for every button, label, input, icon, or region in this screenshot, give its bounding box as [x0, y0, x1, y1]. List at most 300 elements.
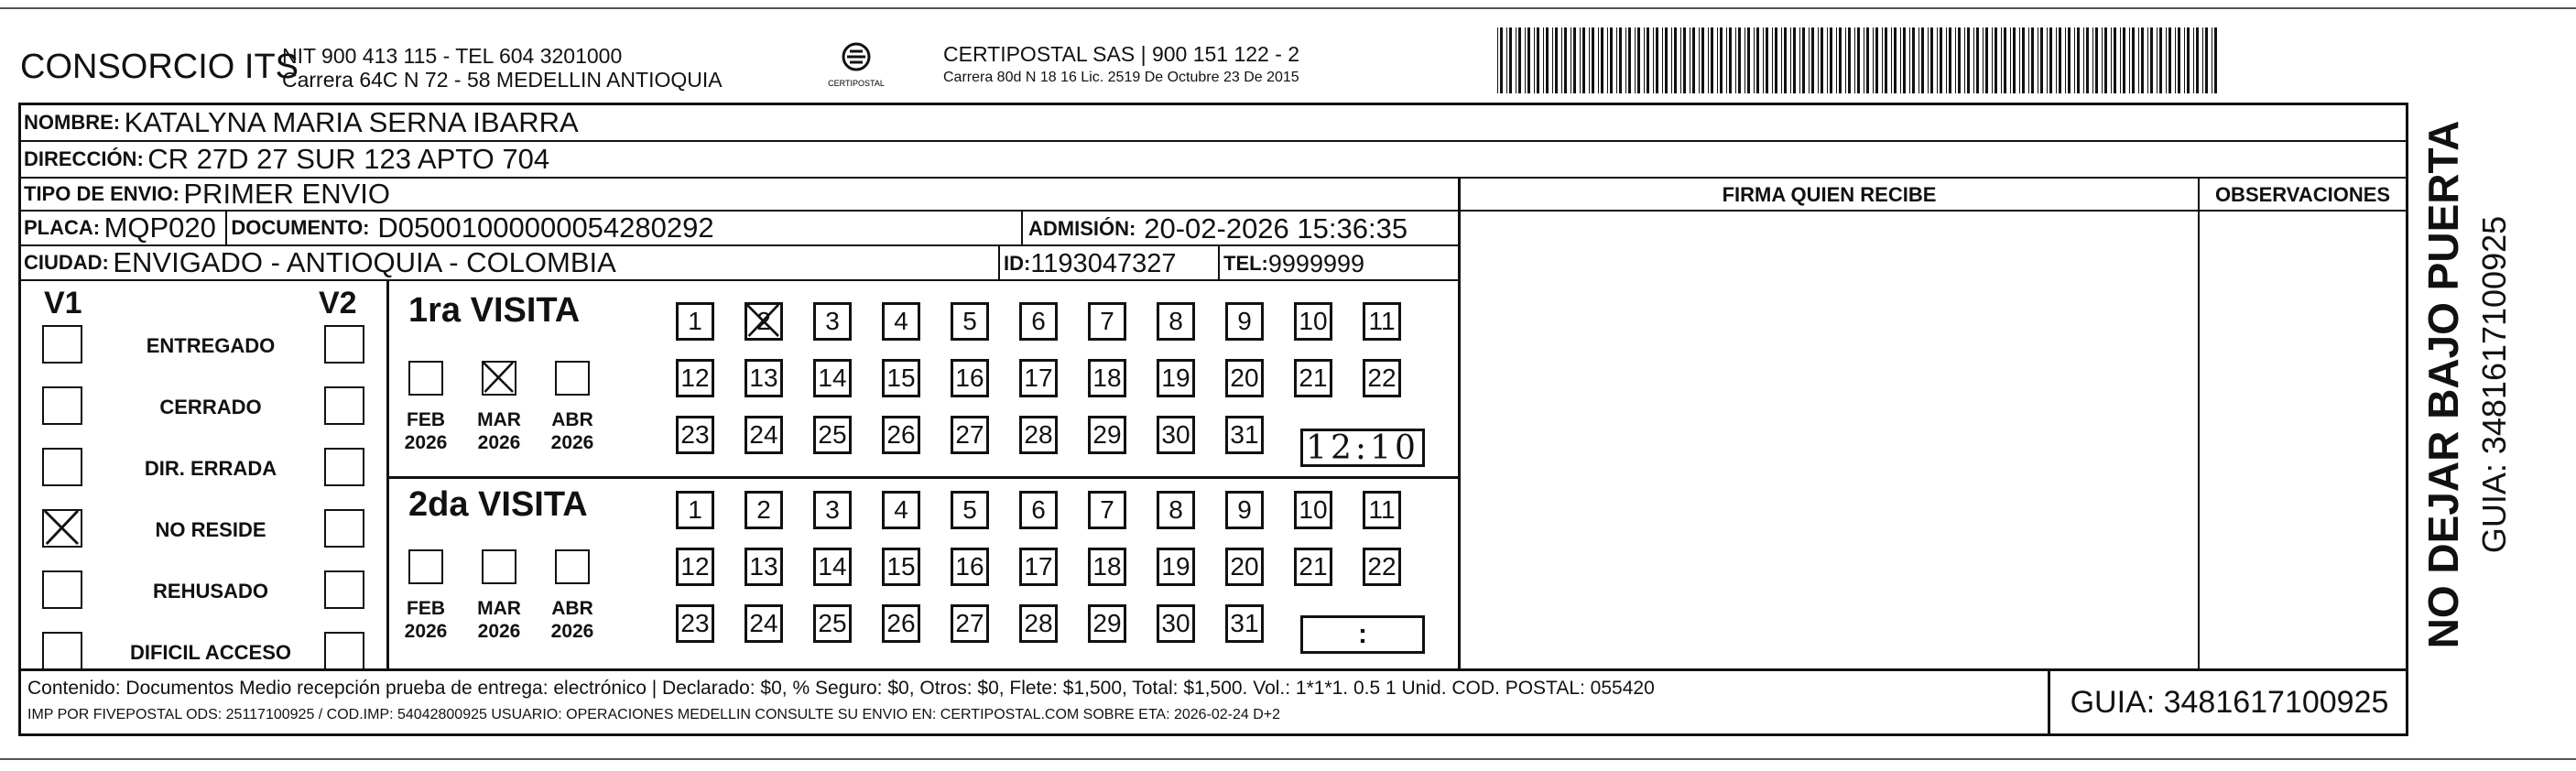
- day-number: 28: [1024, 609, 1053, 637]
- status-label: REHUSADO: [153, 580, 268, 603]
- barcode-bar: [2123, 27, 2125, 93]
- visit1-day-15[interactable]: [882, 359, 920, 397]
- day-number: 7: [1100, 495, 1114, 524]
- barcode-bar: [1781, 27, 1782, 93]
- status-label: NO RESIDE: [155, 518, 266, 541]
- barcode-bar: [1891, 27, 1892, 93]
- barcode-bar: [1836, 27, 1837, 93]
- barcode-bar: [1701, 27, 1704, 93]
- day-number: 15: [886, 552, 916, 581]
- visit2-day-24[interactable]: [745, 604, 783, 643]
- barcode-bar: [2187, 27, 2190, 93]
- visit2-day-29[interactable]: [1088, 604, 1126, 643]
- visit1-month-label: FEB 2026: [404, 409, 448, 453]
- barcode-bar: [1949, 27, 1951, 93]
- barcode-bar: [2157, 27, 2158, 93]
- visit1-day-30[interactable]: [1157, 416, 1195, 454]
- barcode-bar: [2166, 27, 2167, 93]
- barcode-bar: [1790, 27, 1791, 93]
- barcode-bar: [1527, 27, 1530, 93]
- barcode-bar: [1738, 27, 1741, 93]
- barcode-bar: [2132, 27, 2135, 93]
- row-direccion: [20, 142, 2408, 179]
- visit1-day-2[interactable]: [745, 302, 783, 341]
- visit2-time: :: [1358, 619, 1367, 649]
- barcode-bar: [1637, 27, 1640, 93]
- direccion-value: CR 27D 27 SUR 123 APTO 704: [147, 143, 550, 175]
- barcode-bar: [1537, 27, 1539, 93]
- barcode-bar: [1708, 27, 1709, 93]
- visit1-day-24[interactable]: [745, 416, 783, 454]
- barcode-bar: [2068, 27, 2071, 93]
- barcode-bar: [2120, 27, 2121, 93]
- visit2-day-7[interactable]: [1088, 491, 1126, 529]
- ciudad-label: CIUDAD:: [24, 251, 109, 274]
- visit2-month-abr-checkbox[interactable]: [555, 549, 590, 584]
- barcode-bar: [1894, 27, 1897, 93]
- day-number: 9: [1237, 307, 1252, 335]
- day-number: 13: [749, 552, 778, 581]
- visit1-day-27[interactable]: [951, 416, 989, 454]
- barcode-bar: [1775, 27, 1777, 93]
- barcode-bar: [2193, 27, 2194, 93]
- visit2-day-18[interactable]: [1088, 548, 1126, 586]
- barcode-bar: [1754, 27, 1755, 93]
- documento-value: D05001000000054280292: [377, 212, 714, 244]
- visit2-day-16[interactable]: [951, 548, 989, 586]
- day-number: 21: [1299, 364, 1328, 392]
- day-number: 31: [1230, 420, 1259, 449]
- v2-checkbox-6[interactable]: [324, 632, 364, 670]
- barcode-bar: [1497, 27, 1498, 93]
- barcode-bar: [1711, 27, 1713, 93]
- visit2-day-15[interactable]: [882, 548, 920, 586]
- day-number: 1: [688, 307, 702, 335]
- day-number: 11: [1368, 495, 1396, 524]
- barcode-bar: [2040, 27, 2043, 93]
- company-nit-tel: NIT 900 413 115 - TEL 604 3201000: [282, 44, 623, 68]
- visit1-day-18[interactable]: [1088, 359, 1126, 397]
- barcode-bar: [1909, 27, 1910, 93]
- day-number: 23: [680, 609, 710, 637]
- day-number: 29: [1092, 609, 1122, 637]
- barcode-bar: [2031, 27, 2034, 93]
- barcode-bar: [2049, 27, 2052, 93]
- day-number: 22: [1367, 552, 1397, 581]
- v1-checkbox-6[interactable]: [42, 632, 82, 670]
- barcode-bar: [2138, 27, 2139, 93]
- barcode-bar: [1674, 27, 1677, 93]
- day-number: 10: [1299, 495, 1328, 524]
- barcode-bar: [1900, 27, 1901, 93]
- day-number: 6: [1031, 307, 1046, 335]
- courier-name: CERTIPOSTAL SAS | 900 151 122 - 2: [943, 42, 1300, 66]
- barcode-bar: [1573, 27, 1576, 93]
- barcode-bar: [1821, 27, 1823, 93]
- barcode-bar: [1561, 27, 1562, 93]
- barcode-bar: [1799, 27, 1800, 93]
- visit2-day-14[interactable]: [813, 548, 852, 586]
- barcode-bar: [2086, 27, 2089, 93]
- barcode-bar: [1518, 27, 1521, 93]
- barcode-bar: [1912, 27, 1915, 93]
- day-number: 3: [825, 307, 840, 335]
- visit1-month-mar-checkbox[interactable]: [482, 361, 516, 396]
- visit2-day-27[interactable]: [951, 604, 989, 643]
- day-number: 16: [955, 364, 984, 392]
- visit1-day-19[interactable]: [1157, 359, 1195, 397]
- barcode-bar: [1827, 27, 1828, 93]
- side-guia: [2473, 119, 2518, 650]
- barcode-bar: [2074, 27, 2075, 93]
- visit2-day-4[interactable]: [882, 491, 920, 529]
- v2-checkbox-3[interactable]: [324, 448, 364, 486]
- barcode-bar: [1818, 27, 1819, 93]
- v2-label: V2: [319, 286, 357, 320]
- cut-line-top: [0, 7, 2576, 9]
- barcode-bar: [2147, 27, 2148, 93]
- status-label: DIR. ERRADA: [144, 457, 277, 480]
- v2-checkbox-1[interactable]: [324, 325, 364, 364]
- barcode-bar: [1756, 27, 1759, 93]
- barcode-bar: [1994, 27, 1997, 93]
- day-number: 31: [1230, 609, 1259, 637]
- visit2-day-5[interactable]: [951, 491, 989, 529]
- visit1-day-23[interactable]: [676, 416, 714, 454]
- ciudad-value: ENVIGADO - ANTIOQUIA - COLOMBIA: [113, 246, 616, 278]
- barcode-bar: [1662, 27, 1663, 93]
- row-nombre: [20, 105, 2408, 142]
- visit2-day-6[interactable]: [1019, 491, 1058, 529]
- barcode-bar: [1644, 27, 1645, 93]
- day-number: 11: [1368, 307, 1396, 335]
- barcode-bar: [2129, 27, 2130, 93]
- courier-address: Carrera 80d N 18 16 Lic. 2519 De Octubre 23 De 2015: [943, 70, 1299, 85]
- visit1-day-7[interactable]: [1088, 302, 1126, 341]
- status-label: ENTREGADO: [146, 334, 276, 357]
- barcode-bar: [1635, 27, 1636, 93]
- day-number: 24: [749, 420, 778, 449]
- barcode-bar: [1985, 27, 1988, 93]
- admision-label: ADMISIÓN:: [1028, 217, 1136, 240]
- v1-checkbox-3[interactable]: [42, 448, 82, 486]
- barcode-bar: [1589, 27, 1590, 93]
- barcode-bar: [2059, 27, 2061, 93]
- day-number: 17: [1024, 364, 1053, 392]
- barcode-bar: [1946, 27, 1947, 93]
- barcode-bar: [2168, 27, 2171, 93]
- barcode-bar: [1747, 27, 1750, 93]
- visit1-month-label: MAR 2026: [477, 409, 521, 453]
- status-label: CERRADO: [159, 396, 262, 418]
- footer-line2: IMP POR FIVEPOSTAL ODS: 25117100925 / COD.IMP: 54042800925 USUARIO: OPERACIONES MEDELLIN CONSULTE SU ENVIO EN: CERTIPOSTAL.COM SOBRE ETA: 2026-02-24 D+2: [27, 707, 1281, 722]
- barcode-bar: [2028, 27, 2029, 93]
- barcode-bar: [1546, 27, 1549, 93]
- v1-checkbox-4[interactable]: [42, 509, 82, 548]
- day-number: 30: [1161, 420, 1190, 449]
- barcode-bar: [1857, 27, 1860, 93]
- barcode-bar: [1616, 27, 1617, 93]
- visit1-time: 12:10: [1306, 429, 1419, 467]
- day-number: 27: [955, 420, 984, 449]
- day-number: 23: [680, 420, 710, 449]
- barcode-bar: [2019, 27, 2020, 93]
- barcode-bar: [2141, 27, 2144, 93]
- visit2-day-3[interactable]: [813, 491, 852, 529]
- barcode-bar: [1940, 27, 1942, 93]
- visit2-month-label: ABR 2026: [550, 598, 594, 642]
- visit1-month-abr-checkbox[interactable]: [555, 361, 590, 396]
- v1-checkbox-1[interactable]: [42, 325, 82, 364]
- visit1-day-31[interactable]: [1225, 416, 1264, 454]
- visit2-month-label: FEB 2026: [404, 598, 448, 642]
- barcode-bar: [1766, 27, 1768, 93]
- barcode-bar: [1647, 27, 1649, 93]
- barcode-bar: [1983, 27, 1984, 93]
- visit1-day-9[interactable]: [1225, 302, 1264, 341]
- id-label: ID:: [1004, 252, 1031, 275]
- barcode-bar: [1500, 27, 1503, 93]
- visit1-day-10[interactable]: [1294, 302, 1332, 341]
- footer-guia: GUIA: 3481617100925: [2070, 684, 2389, 720]
- barcode-bar: [1665, 27, 1668, 93]
- barcode-bar: [2013, 27, 2016, 93]
- visit2-day-31[interactable]: [1225, 604, 1264, 643]
- visit1-month-feb-checkbox[interactable]: [408, 361, 443, 396]
- visit2-day-2[interactable]: [745, 491, 783, 529]
- barcode-bar: [1582, 27, 1585, 93]
- certipostal-logo: [824, 40, 888, 92]
- visit2-day-12[interactable]: [676, 548, 714, 586]
- barcode-bar: [2095, 27, 2098, 93]
- visit1-day-17[interactable]: [1019, 359, 1058, 397]
- barcode-bar: [1601, 27, 1603, 93]
- barcode-bar: [1873, 27, 1874, 93]
- visit2-month-label: MAR 2026: [477, 598, 521, 642]
- visit1-title: 1ra VISITA: [408, 291, 581, 330]
- side-guia-text: GUIA: 3481617100925: [2475, 215, 2513, 554]
- barcode-bar: [1885, 27, 1887, 93]
- barcode-bar: [1955, 27, 1956, 93]
- day-number: 14: [818, 552, 847, 581]
- day-number: 7: [1100, 307, 1114, 335]
- visit2-day-17[interactable]: [1019, 548, 1058, 586]
- barcode-bar: [1854, 27, 1855, 93]
- visit2-day-20[interactable]: [1225, 548, 1264, 586]
- barcode-bar: [1592, 27, 1594, 93]
- barcode-bar: [1564, 27, 1567, 93]
- v2-checkbox-5[interactable]: [324, 570, 364, 609]
- barcode-bar: [1903, 27, 1906, 93]
- barcode-bar: [2111, 27, 2112, 93]
- barcode-bar: [1625, 27, 1626, 93]
- visit2-day-30[interactable]: [1157, 604, 1195, 643]
- visit1-day-20[interactable]: [1225, 359, 1264, 397]
- tel-label: TEL:: [1223, 252, 1268, 275]
- visit1-day-21[interactable]: [1294, 359, 1332, 397]
- day-number: 2: [756, 495, 771, 524]
- visit1-day-11[interactable]: [1363, 302, 1401, 341]
- visit2-day-26[interactable]: [882, 604, 920, 643]
- barcode-bar: [1882, 27, 1883, 93]
- visit2-time-box[interactable]: [1300, 615, 1425, 654]
- barcode-bar: [1683, 27, 1686, 93]
- barcode-bar: [1692, 27, 1695, 93]
- barcode-bar: [2010, 27, 2011, 93]
- visit1-month-label: ABR 2026: [550, 409, 594, 453]
- day-number: 8: [1168, 495, 1183, 524]
- day-number: 13: [749, 364, 778, 392]
- day-number: 4: [894, 307, 908, 335]
- barcode-bar: [1525, 27, 1526, 93]
- visit1-day-29[interactable]: [1088, 416, 1126, 454]
- visit1-day-22[interactable]: [1363, 359, 1401, 397]
- barcode-bar: [1552, 27, 1553, 93]
- visit2-day-21[interactable]: [1294, 548, 1332, 586]
- visit2-day-11[interactable]: [1363, 491, 1401, 529]
- barcode-bar: [1607, 27, 1608, 93]
- visit2-day-23[interactable]: [676, 604, 714, 643]
- barcode-bar: [1509, 27, 1512, 93]
- day-number: 28: [1024, 420, 1053, 449]
- barcode-bar: [1875, 27, 1878, 93]
- barcode-bar: [2184, 27, 2185, 93]
- visit2-month-mar-checkbox[interactable]: [482, 549, 516, 584]
- barcode-bar: [1717, 27, 1718, 93]
- visit2-day-28[interactable]: [1019, 604, 1058, 643]
- day-number: 26: [886, 609, 916, 637]
- visit2-day-10[interactable]: [1294, 491, 1332, 529]
- visit1-day-26[interactable]: [882, 416, 920, 454]
- visit2-month-feb-checkbox[interactable]: [408, 549, 443, 584]
- visit1-time-box: [1300, 429, 1425, 467]
- day-number: 21: [1299, 552, 1328, 581]
- day-number: 17: [1024, 552, 1053, 581]
- barcode-bar: [2004, 27, 2006, 93]
- company-name: CONSORCIO ITS: [20, 48, 299, 86]
- barcode-bar: [1506, 27, 1507, 93]
- day-number: 18: [1092, 364, 1122, 392]
- v2-checkbox-4[interactable]: [324, 509, 364, 548]
- barcode-bar: [1964, 27, 1965, 93]
- observaciones-label: OBSERVACIONES: [2200, 179, 2406, 212]
- visit2-day-19[interactable]: [1157, 548, 1195, 586]
- barcode-bar: [2196, 27, 2199, 93]
- barcode-bar: [1866, 27, 1869, 93]
- visit1-day-3[interactable]: [813, 302, 852, 341]
- cut-line-bottom: [0, 758, 2576, 760]
- barcode-bar: [1735, 27, 1736, 93]
- visit2-day-25[interactable]: [813, 604, 852, 643]
- barcode-bar: [1928, 27, 1929, 93]
- day-number: 4: [894, 495, 908, 524]
- barcode-bar: [1555, 27, 1558, 93]
- nombre-value: KATALYNA MARIA SERNA IBARRA: [124, 106, 579, 138]
- barcode-bar: [1656, 27, 1658, 93]
- visit1-day-5[interactable]: [951, 302, 989, 341]
- visit1-day-13[interactable]: [745, 359, 783, 397]
- v1-checkbox-5[interactable]: [42, 570, 82, 609]
- placa-label: PLACA:: [24, 216, 101, 239]
- barcode-bar: [1958, 27, 1961, 93]
- barcode-bar: [1802, 27, 1805, 93]
- visit1-day-12[interactable]: [676, 359, 714, 397]
- barcode-bar: [2104, 27, 2107, 93]
- barcode-bar: [1918, 27, 1919, 93]
- barcode-bar: [1763, 27, 1764, 93]
- visit1-day-16[interactable]: [951, 359, 989, 397]
- v1-label: V1: [44, 286, 82, 320]
- barcode-bar: [1921, 27, 1924, 93]
- visit1-day-25[interactable]: [813, 416, 852, 454]
- day-number: 10: [1299, 307, 1328, 335]
- visit1-day-8[interactable]: [1157, 302, 1195, 341]
- side-notice-text: NO DEJAR BAJO PUERTA: [2419, 120, 2467, 649]
- status-label: DIFICIL ACCESO: [129, 641, 291, 664]
- row-tipo: [20, 179, 1460, 212]
- visit1-day-28[interactable]: [1019, 416, 1058, 454]
- barcode-bar: [2001, 27, 2002, 93]
- barcode-bar: [2150, 27, 2153, 93]
- visit2-day-8[interactable]: [1157, 491, 1195, 529]
- visit1-day-6[interactable]: [1019, 302, 1058, 341]
- barcode-bar: [1809, 27, 1810, 93]
- barcode-bar: [2178, 27, 2180, 93]
- visit2-day-9[interactable]: [1225, 491, 1264, 529]
- barcode-bar: [2022, 27, 2025, 93]
- day-number: 25: [818, 420, 847, 449]
- day-number: 22: [1367, 364, 1397, 392]
- footer-line1: Contenido: Documentos Medio recepción prueba de entrega: electrónico | Declarado: $0, % Seguro: $0, Otros: $0, Flete: $1,500, Total: $1,500. Vol.: 1*1*1. 0.5 1 Unid. COD. POSTAL: 055420: [27, 678, 1655, 699]
- barcode-bar: [2175, 27, 2176, 93]
- day-number: 30: [1161, 609, 1190, 637]
- barcode-bar: [1619, 27, 1622, 93]
- visit2-day-13[interactable]: [745, 548, 783, 586]
- barcode: [1497, 27, 2221, 93]
- visit1-day-14[interactable]: [813, 359, 852, 397]
- direccion-label: DIRECCIÓN:: [24, 147, 144, 170]
- v1-checkbox-2[interactable]: [42, 386, 82, 425]
- tel-cell: [1218, 246, 1364, 281]
- barcode-bar: [1784, 27, 1787, 93]
- v2-checkbox-2[interactable]: [324, 386, 364, 425]
- barcode-bar: [1726, 27, 1727, 93]
- barcode-bar: [1598, 27, 1599, 93]
- visit2-day-1[interactable]: [676, 491, 714, 529]
- placa-value: MQP020: [103, 212, 216, 244]
- admision-value: 20-02-2026 15:36:35: [1144, 212, 1408, 244]
- barcode-bar: [1976, 27, 1979, 93]
- visit1-day-1[interactable]: [676, 302, 714, 341]
- visit2-day-22[interactable]: [1363, 548, 1401, 586]
- barcode-bar: [2102, 27, 2103, 93]
- day-number: 20: [1230, 364, 1259, 392]
- day-number: 24: [749, 609, 778, 637]
- barcode-bar: [1967, 27, 1970, 93]
- barcode-bar: [1699, 27, 1700, 93]
- visit-divider-horizontal: [386, 476, 1458, 479]
- barcode-bar: [1534, 27, 1535, 93]
- barcode-bar: [1680, 27, 1681, 93]
- barcode-bar: [2083, 27, 2084, 93]
- barcode-bar: [1845, 27, 1846, 93]
- day-number: 12: [680, 364, 710, 392]
- day-number: 12: [680, 552, 710, 581]
- day-number: 20: [1230, 552, 1259, 581]
- day-number: 19: [1161, 364, 1190, 392]
- logo-caption: CERTIPOSTAL: [828, 79, 885, 88]
- visit1-day-4[interactable]: [882, 302, 920, 341]
